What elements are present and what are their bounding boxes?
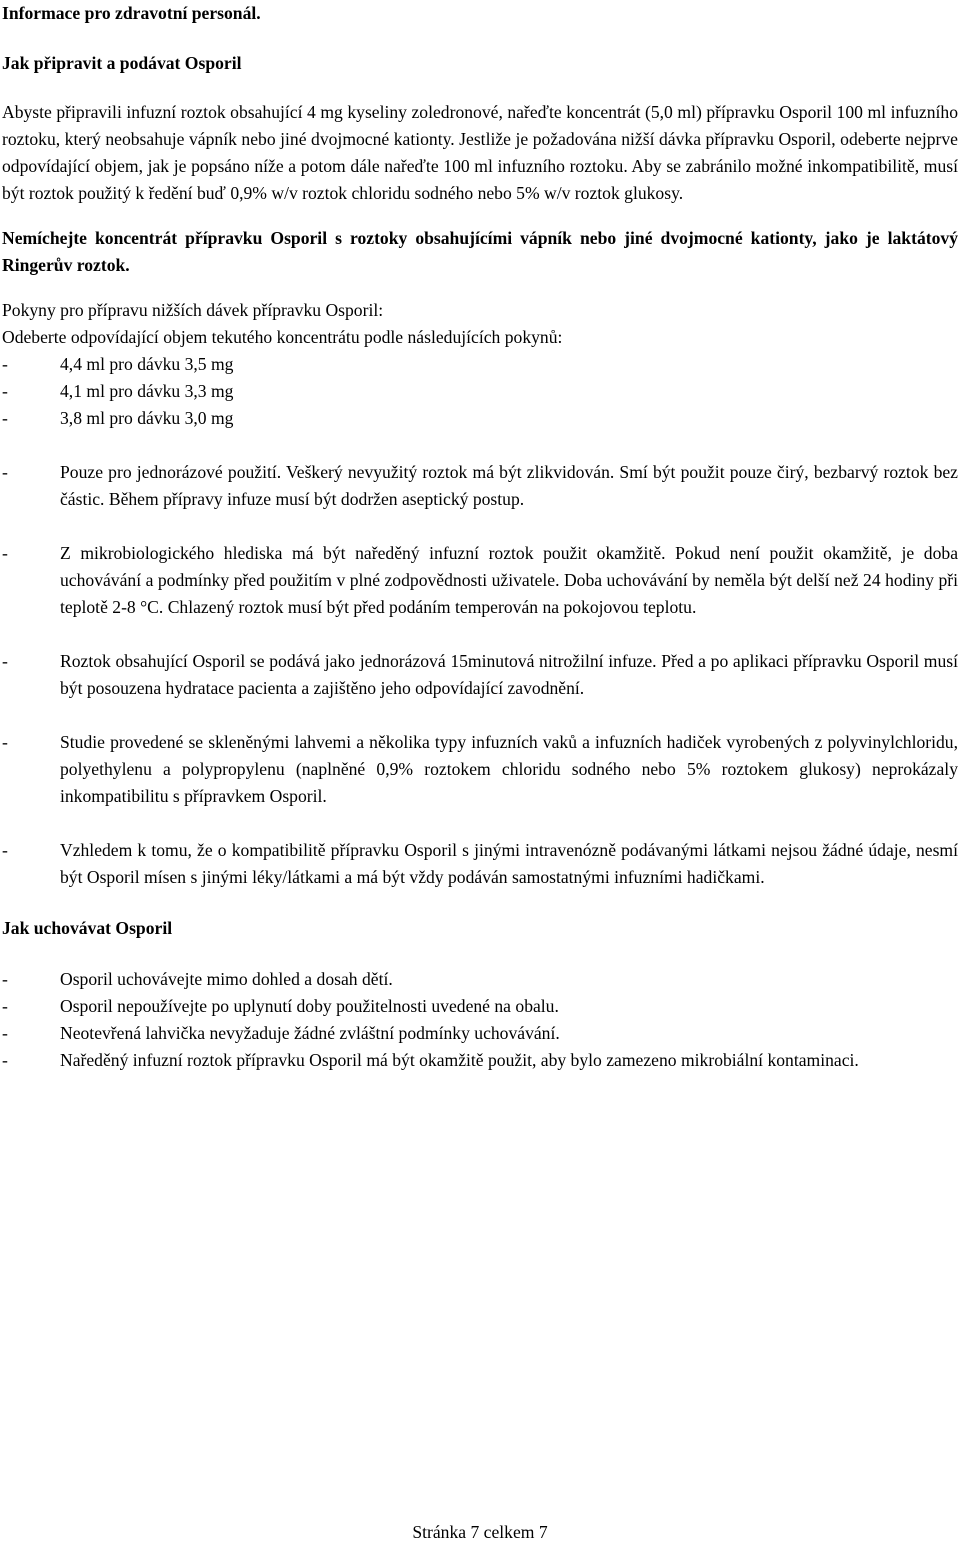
lower-doses-heading: Pokyny pro přípravu nižších dávek přípravku Osporil:	[2, 300, 384, 320]
storage-item: - Neotevřená lahvička nevyžaduje žádné zvláštní podmínky uchovávání.	[2, 1020, 958, 1047]
storage-list	[2, 966, 958, 1074]
section-title-storage: Jak uchovávat Osporil	[2, 918, 173, 938]
preparation-notes-list	[2, 459, 958, 891]
storage-item: - Osporil uchovávejte mimo dohled a dosah dětí.	[2, 966, 958, 993]
document-header: Informace pro zdravotní personál.	[2, 3, 261, 23]
dose-item: - 4,4 ml pro dávku 3,5 mg	[2, 351, 958, 378]
dose-list	[2, 351, 958, 432]
note-item: - Z mikrobiologického hlediska má být naředěný infuzní roztok použit okamžitě. Pokud není použit okamžitě, je doba uchovávání a podmínky před použitím v plné zodpovědnosti uživatele. Doba uchovávání by neměla být delší než 24 hodiny při teplotě 2-8 °C. Chlazený roztok musí být před podáním temperován na pokojovou teplotu.	[2, 540, 958, 621]
note-item: - Studie provedené se skleněnými lahvemi a několika typy infuzních vaků a infuzních hadiček vyrobených z polyvinylchloridu, polyethylenu a polypropylenu (naplněné 0,9% roztokem chloridu sodného nebo 5% roztokem glukosy) neprokázaly inkompatibilitu s přípravkem Osporil.	[2, 729, 958, 810]
note-item: - Pouze pro jednorázové použití. Veškerý nevyužitý roztok má být zlikvidován. Smí být použit pouze čirý, bezbarvý roztok bez částic. Během přípravy infuze musí být dodržen aseptický postup.	[2, 459, 958, 513]
note-item: - Roztok obsahující Osporil se podává jako jednorázová 15minutová nitrožilní infuze. Před a po aplikaci přípravku Osporil musí být posouzena hydratace pacienta a zajištěno jeho odpovídající zavodnění.	[2, 648, 958, 702]
storage-item: - Naředěný infuzní roztok přípravku Osporil má být okamžitě použit, aby bylo zamezeno mikrobiální kontaminaci.	[2, 1047, 958, 1074]
page-footer: Stránka 7 celkem 7	[412, 1522, 548, 1542]
dose-item: - 4,1 ml pro dávku 3,3 mg	[2, 378, 958, 405]
storage-item: - Osporil nepoužívejte po uplynutí doby použitelnosti uvedené na obalu.	[2, 993, 958, 1020]
warning-paragraph: Nemíchejte koncentrát přípravku Osporil s roztoky obsahujícími vápník nebo jiné dvojmocné kationty, jako je laktátový Ringerův roztok.	[2, 228, 958, 275]
section-title-preparation: Jak připravit a podávat Osporil	[2, 53, 242, 73]
note-item: - Vzhledem k tomu, že o kompatibilitě přípravku Osporil s jinými intravenózně podávanými látkami nejsou žádné údaje, nesmí být Osporil mísen s jinými léky/látkami a má být vždy podáván samostatnými infuzními hadičkami.	[2, 837, 958, 891]
dose-item: - 3,8 ml pro dávku 3,0 mg	[2, 405, 958, 432]
intro-paragraph: Abyste připravili infuzní roztok obsahující 4 mg kyseliny zoledronové, nařeďte koncentrát (5,0 ml) přípravku Osporil 100 ml infuzního roztoku, který neobsahuje vápník nebo jiné dvojmocné kationty. Jestliže je požadována nižší dávka přípravku Osporil, odeberte nejprve odpovídající objem, jak je popsáno níže a potom dále nařeďte 100 ml infuzního roztoku. Aby se zabránilo možné inkompatibilitě, musí být roztok použitý k ředění buď 0,9% w/v roztok chloridu sodného nebo 5% w/v roztok glukosy.	[2, 102, 958, 203]
lower-doses-instruction: Odeberte odpovídající objem tekutého koncentrátu podle následujících pokynů:	[2, 327, 563, 347]
